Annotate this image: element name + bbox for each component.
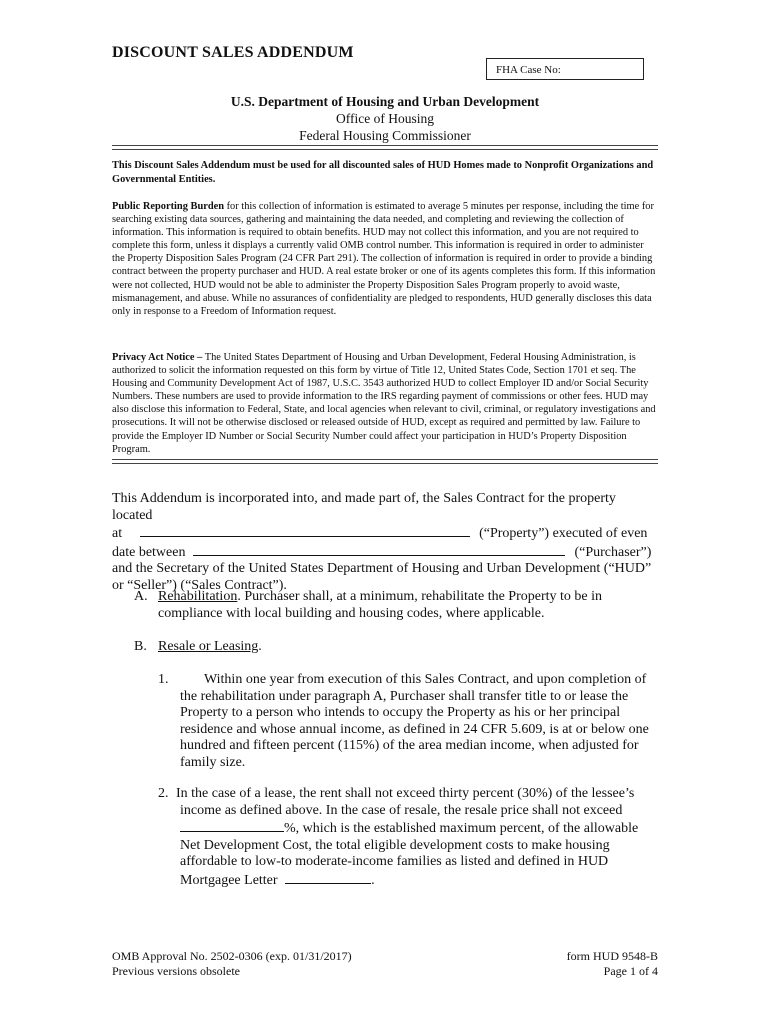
item-2-line-6: Mortgagee Letter . — [180, 872, 375, 888]
public-reporting-text: for this collection of information is estimated to average 5 minutes per response, including the time for searching existing data sources, gathering and maintaining the data needed, and completing and reviewing the collection of information. This information is required to obtain benefits. HUD may not collect this information, and you are not required to complete this form, unless it displays a currently valid OMB control number. This information is required in order to administer the Property Disposition Sales Program (24 CFR Part 291). The collection of information is required in order to provide a binding contract between the property purchaser and HUD. A real estate broker or one of its agents completes this form. If this information were not collected, HUD would not be able to administer the Property Disposition Sales Program properly to avoid waste, mismanagement, and abuse. While no assurances of confidentiality are pledged to respondents, HUD generally discloses this data only in response to a Freedom of Information request. — [112, 201, 656, 317]
section-b-letter: B. — [134, 639, 147, 654]
previous-versions-note: Previous versions obsolete — [112, 964, 240, 978]
notice-divider — [112, 459, 658, 464]
item-1-line-4: residence and whose annual income, as defined in 24 CFR 5.609, is at or below one — [180, 721, 649, 737]
form-number: form HUD 9548-B — [566, 949, 658, 963]
footer-left — [112, 949, 352, 979]
section-a-text-1: . Purchaser shall, at a minimum, rehabilitate the Property to be in — [237, 589, 603, 604]
footer-right — [458, 949, 658, 979]
resale-percent-blank[interactable] — [180, 819, 284, 832]
item-2-line-2: income as defined above. In the case of resale, the resale price shall not exceed — [180, 802, 623, 818]
privacy-act-heading: Privacy Act Notice – — [112, 352, 203, 363]
fha-case-label: FHA Case No: — [496, 64, 561, 76]
department-commissioner: Federal Housing Commissioner — [299, 128, 471, 143]
purchaser-name-blank[interactable] — [193, 543, 565, 556]
item-2-line-3-text: %, which is the established maximum percent, of the allowable — [284, 821, 639, 837]
omb-approval: OMB Approval No. 2502-0306 (exp. 01/31/2017) — [112, 949, 352, 963]
property-label: (“Property”) executed of even — [479, 526, 648, 542]
item-1-line-1: Within one year from execution of this Sales Contract, and upon completion of — [204, 672, 647, 687]
item-1-line-2: the rehabilitation under paragraph A, Purchaser shall transfer title to or lease the — [180, 688, 629, 704]
date-between-label: date between — [112, 544, 186, 560]
usage-notice: This Discount Sales Addendum must be used for all discounted sales of HUD Homes made to Nonprofit Organizations and Governmental Entities. — [112, 160, 654, 185]
form-title: DISCOUNT SALES ADDENDUM — [112, 44, 354, 61]
page-number: Page 1 of 4 — [603, 964, 658, 978]
item-2-line-4: Net Development Cost, the total eligible development costs to make housing — [180, 837, 610, 853]
public-reporting-heading: Public Reporting Burden — [112, 201, 224, 212]
item-1-number: 1. — [158, 672, 169, 687]
addendum-line-3 — [112, 543, 658, 562]
section-b: Resale or Leasing. — [158, 639, 262, 654]
item-1-line-5: hundred and fifteen percent (115%) of the area median income, when adjusted for — [180, 738, 639, 754]
department-name: U.S. Department of Housing and Urban Development — [230, 94, 540, 109]
item-1-line-6: family size. — [180, 754, 246, 770]
addendum-paragraph — [112, 491, 658, 595]
item-1 — [180, 672, 660, 772]
public-reporting-paragraph — [112, 200, 658, 318]
purchaser-label: (“Purchaser”) — [574, 544, 652, 560]
department-office: Office of Housing — [336, 111, 434, 126]
department-header — [112, 93, 658, 144]
at-label: at — [112, 526, 123, 542]
item-2 — [176, 786, 660, 890]
privacy-act-text: The United States Department of Housing and Urban Development, Federal Housing Administration, is authorized to solicit the information requested on this form by virtue of Title 12, United States Code, Section 1701 et seq. The Housing and Community Development Act of 1987, U.S.C. 3543 authorized HUD to collect Employer ID and/or Social Security Numbers. These numbers are used to provide information to the IRS regarding payment of commissions or other fees. HUD may also disclose this information to Federal, State, and local agencies when relevant to civil, criminal, or regulatory investigations and prosecutions. It will not be otherwise disclosed or released outside of HUD, except as required and permitted by law. Failure to provide the Employer ID Number or Social Security Number could affect your participation in HUD’s Property Disposition Program. — [112, 352, 656, 455]
item-2-number: 2. — [158, 786, 169, 801]
mortgagee-letter-label: Mortgagee Letter — [180, 872, 278, 888]
addendum-line-2 — [112, 524, 658, 543]
addendum-line-5: or “Seller”) (“Sales Contract”). — [112, 577, 287, 593]
section-a-letter: A. — [134, 589, 148, 604]
fha-case-number-field[interactable] — [486, 58, 644, 80]
addendum-line-1: This Addendum is incorporated into, and made part of, the Sales Contract for the property located — [112, 491, 616, 523]
item-2-line-3 — [176, 819, 660, 838]
item-2-line-1: In the case of a lease, the rent shall not exceed thirty percent (30%) of the lessee’s — [176, 786, 635, 801]
addendum-line-4: and the Secretary of the United States Department of Housing and Urban Development (“HUD” — [112, 561, 652, 577]
mortgagee-letter-blank[interactable] — [285, 871, 371, 884]
section-a-heading: Rehabilitation — [158, 589, 238, 604]
item-1-line-3: Property to a person who intends to occupy the Property as his or her principal — [180, 705, 621, 721]
section-a — [158, 589, 658, 622]
item-2-line-5: affordable to low-to moderate-income families as listed and defined in HUD — [180, 854, 609, 870]
property-address-blank[interactable] — [140, 524, 470, 537]
header-divider — [112, 145, 658, 150]
section-b-heading: Resale or Leasing — [158, 639, 259, 654]
section-a-text-2: compliance with local building and housing codes, where applicable. — [158, 605, 545, 621]
privacy-act-paragraph — [112, 351, 658, 456]
